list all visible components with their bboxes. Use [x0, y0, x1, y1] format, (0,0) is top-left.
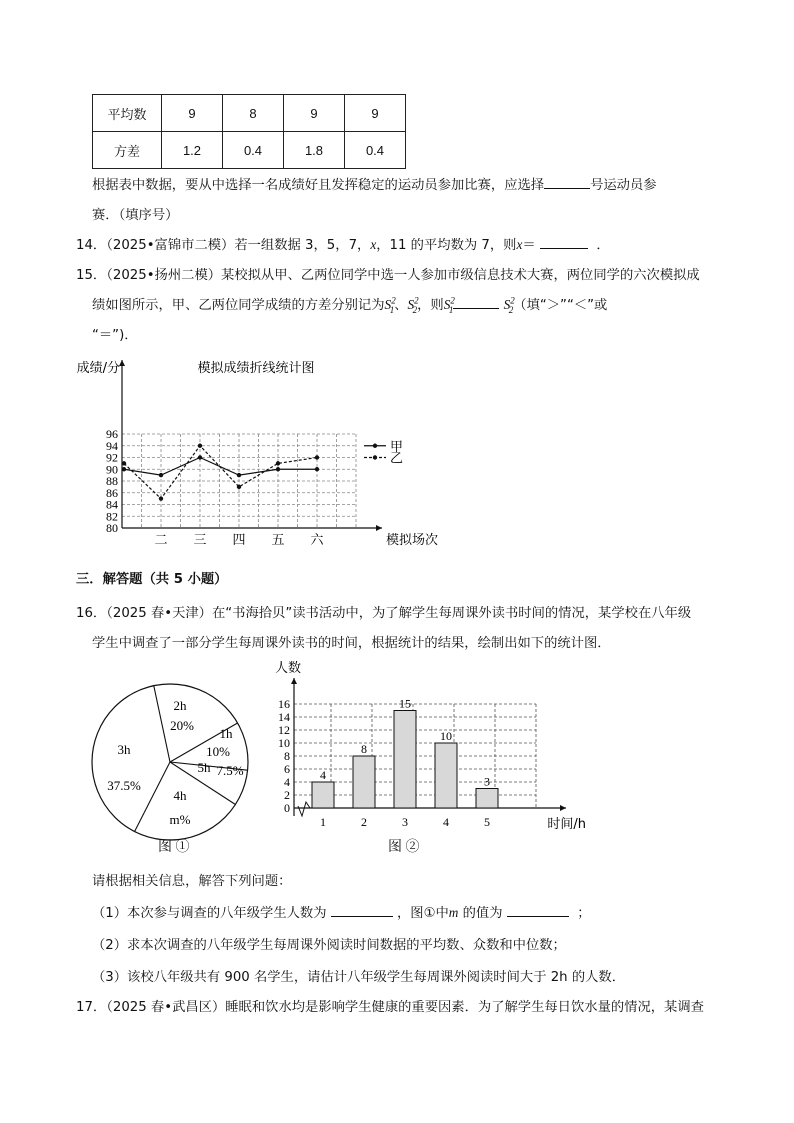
- table-cell: 1.2: [162, 132, 223, 169]
- table-cell: 9: [284, 95, 345, 132]
- var-x: x: [370, 237, 377, 252]
- data-point: [122, 461, 126, 465]
- answer-blank: [331, 903, 393, 917]
- table-cell: 1.8: [284, 132, 345, 169]
- x-tick-label: 2: [361, 815, 367, 829]
- y-tick-label: 8: [284, 749, 290, 763]
- data-point: [276, 467, 280, 471]
- axis-break-mark: [298, 802, 310, 816]
- question-14: [76, 234, 610, 253]
- bar: [353, 756, 375, 808]
- chart-title: 模拟成绩折线统计图: [197, 361, 315, 376]
- sub1-text-b: ，图①中: [396, 906, 449, 921]
- q16-text-1: 在“书海拾贝”读书活动中，为了解学生每周课外读书时间的情况，某学校在八年级: [211, 606, 692, 621]
- y-axis-label: 成绩/分: [76, 361, 120, 376]
- y-tick-label: 14: [278, 710, 290, 724]
- bar: [435, 743, 457, 808]
- q15-line-2: 绩如图所示，甲、乙两位同学成绩的方差分别记为$S^2_1$、$S^2_2$，则$S^2_1$ $S^2_2$（填“＞”“＜”或: [92, 295, 608, 315]
- y-tick-label: 90: [106, 462, 118, 477]
- y-tick-label: 92: [106, 450, 118, 465]
- q16-sub-2: （2）求本次调查的八年级学生每周课外阅读时间数据的平均数、众数和中位数；: [92, 938, 566, 953]
- variance-s1: $S^2_1$: [443, 295, 455, 315]
- figure-2-caption: 图 ②: [388, 840, 420, 855]
- y-tick-label: 0: [284, 801, 290, 815]
- y-axis-arrow: [291, 678, 297, 684]
- pie-value-1h: 10%: [206, 744, 230, 759]
- table-cell: 9: [162, 95, 223, 132]
- y-tick-label: 86: [106, 485, 118, 500]
- sub1-text-d: ；: [577, 906, 591, 921]
- x-tick-label: 五: [271, 533, 285, 548]
- question-source: （2025 春•天津）: [106, 606, 212, 621]
- question-number: 16．: [76, 606, 107, 621]
- q13-line-1: [92, 174, 657, 193]
- data-point: [159, 496, 163, 500]
- bar: [476, 789, 498, 809]
- x-tick-label: 1: [320, 815, 326, 829]
- question-source: （2025•富锦市二模）: [106, 238, 235, 253]
- pie-value-3h: 37.5%: [107, 778, 141, 793]
- q16-text-2: 学生中调查了一部分学生每周课外读书的时间，根据统计的结果，绘制出如下的统计图．: [92, 636, 611, 651]
- y-tick-label: 82: [106, 509, 118, 524]
- data-point: [315, 455, 319, 459]
- y-tick-label: 80: [106, 521, 118, 535]
- answer-blank: [540, 235, 588, 249]
- var-m: m: [448, 905, 459, 920]
- row-label: 平均数: [93, 95, 162, 132]
- question-15: [76, 264, 700, 283]
- question-source: （2025•扬州二模）: [106, 268, 222, 283]
- bar-value-label: 3: [484, 774, 490, 789]
- legend-label: 甲: [390, 439, 404, 455]
- pie-chart: [88, 680, 258, 860]
- q15-text-2a: 绩如图所示，甲、乙两位同学成绩的方差分别记为: [92, 298, 385, 313]
- data-point: [276, 461, 280, 465]
- pie-label-3h: 3h: [117, 742, 131, 757]
- q13-text: 根据表中数据，要从中选择一名成绩好且发挥稳定的运动员参加比赛，应选择: [92, 178, 545, 193]
- data-point: [198, 444, 202, 448]
- q13-line-2: [92, 204, 178, 223]
- data-point: [237, 473, 241, 477]
- pie-value-4h: m%: [169, 812, 191, 827]
- legend-marker: [373, 444, 377, 448]
- x-tick-label: 三: [193, 533, 207, 548]
- x-tick-label: 四: [232, 533, 246, 548]
- legend-marker: [373, 455, 377, 459]
- series-line-yi: [124, 446, 317, 499]
- table-cell: 0.4: [345, 132, 406, 169]
- bar: [394, 711, 416, 809]
- x-tick-label: 5: [484, 815, 490, 829]
- pie-label-4h: 4h: [173, 788, 187, 803]
- pie-label-5h: 5h: [197, 760, 211, 775]
- x-axis-label: 模拟场次: [386, 533, 439, 548]
- q16-sub-1: [92, 902, 591, 921]
- question-number: 14．: [76, 238, 107, 253]
- variance-s2: $S^2_2$: [503, 295, 515, 315]
- y-tick-label: 12: [278, 723, 290, 737]
- line-chart: [76, 352, 439, 552]
- x-tick-label: 二: [154, 533, 168, 548]
- bar-value-label: 4: [320, 768, 326, 782]
- table-cell: 0.4: [223, 132, 284, 169]
- q17-text: 睡眠和饮水均是影响学生健康的重要因素．为了解学生每日饮水量的情况，某调查: [225, 1000, 704, 1015]
- question-17: [76, 996, 704, 1015]
- data-point: [198, 455, 202, 459]
- q16-line-2: [92, 632, 611, 651]
- q15-line-3: [92, 324, 138, 343]
- sub1-text-a: （1）本次参与调查的八年级学生人数为: [92, 906, 327, 921]
- q15-text-2b: ，则: [417, 298, 444, 313]
- y-tick-label: 84: [106, 497, 118, 512]
- y-tick-label: 6: [284, 762, 290, 776]
- y-tick-label: 2: [284, 788, 290, 802]
- q16-prompt: 请根据相关信息，解答下列问题：: [92, 874, 292, 889]
- section-heading: 三．解答题（共 5 小题）: [76, 572, 228, 587]
- q13-text-2: 号运动员参: [590, 178, 657, 193]
- q14-text-b: ，11 的平均数为 7，则: [376, 238, 517, 253]
- x-axis-label: 时间/h: [547, 817, 586, 832]
- y-tick-label: 16: [278, 697, 290, 711]
- legend-label: 乙: [390, 451, 404, 467]
- series-line-jia: [124, 458, 317, 476]
- table-row: [93, 132, 406, 169]
- y-tick-label: 4: [284, 775, 290, 789]
- q15-text-1: 某校拟从甲、乙两位同学中选一人参加市级信息技术大赛，两位同学的六次模拟成: [221, 268, 700, 283]
- question-number: 15．: [76, 268, 107, 283]
- q15-text-3: “＝”)．: [92, 328, 138, 343]
- answer-blank: [544, 175, 590, 189]
- data-point: [237, 485, 241, 489]
- pie-value-5h: 7.5%: [216, 763, 244, 778]
- question-source: （2025 春•武昌区）: [106, 1000, 226, 1015]
- x-tick-label: 六: [310, 533, 324, 548]
- question-number: 17．: [76, 1000, 107, 1015]
- data-point: [122, 467, 126, 471]
- answer-blank: [507, 903, 569, 917]
- bar-chart: [268, 658, 586, 833]
- y-tick-label: 96: [106, 427, 118, 441]
- bar-value-label: 15: [399, 696, 411, 711]
- question-16: [76, 602, 691, 621]
- row-label: 方差: [93, 132, 162, 169]
- pie-label-1h: 1h: [219, 726, 233, 741]
- x-tick-label: 3: [402, 815, 408, 829]
- sub1-text-c: 的值为: [462, 906, 503, 921]
- y-tick-label: 88: [106, 474, 118, 488]
- data-point: [315, 467, 319, 471]
- x-axis-arrow: [560, 805, 566, 811]
- q15-text-2c: （填“＞”“＜”或: [513, 298, 608, 313]
- y-tick-label: 10: [278, 736, 290, 750]
- figure-1-caption: 图 ①: [158, 840, 190, 855]
- bar: [312, 782, 334, 808]
- pie-label-2h: 2h: [173, 698, 187, 713]
- answer-blank: [453, 295, 499, 309]
- y-axis-label: 人数: [274, 661, 302, 676]
- q14-text: 若一组数据 3，5，7，: [234, 238, 371, 253]
- period: ．: [596, 238, 610, 253]
- q13-text-3: 赛．（填序号）: [92, 208, 179, 223]
- var-x: x: [516, 237, 523, 252]
- bar-value-label: 8: [361, 742, 367, 756]
- data-point: [159, 473, 163, 477]
- table-cell: 8: [223, 95, 284, 132]
- variance-s1: $S^2_1$: [384, 295, 396, 315]
- equals: ＝: [522, 238, 536, 253]
- x-axis-arrow: [376, 525, 382, 531]
- table-row: [93, 95, 406, 132]
- data-table: [92, 94, 406, 169]
- y-tick-label: 94: [106, 438, 118, 453]
- q16-sub-3: （3）该校八年级共有 900 名学生，请估计八年级学生每周课外阅读时间大于 2h 的人数．: [92, 970, 626, 985]
- pie-value-2h: 20%: [170, 718, 194, 733]
- x-tick-label: 4: [443, 815, 449, 829]
- table-cell: 9: [345, 95, 406, 132]
- bar-value-label: 10: [440, 729, 452, 743]
- variance-s2: $S^2_2$: [407, 295, 419, 315]
